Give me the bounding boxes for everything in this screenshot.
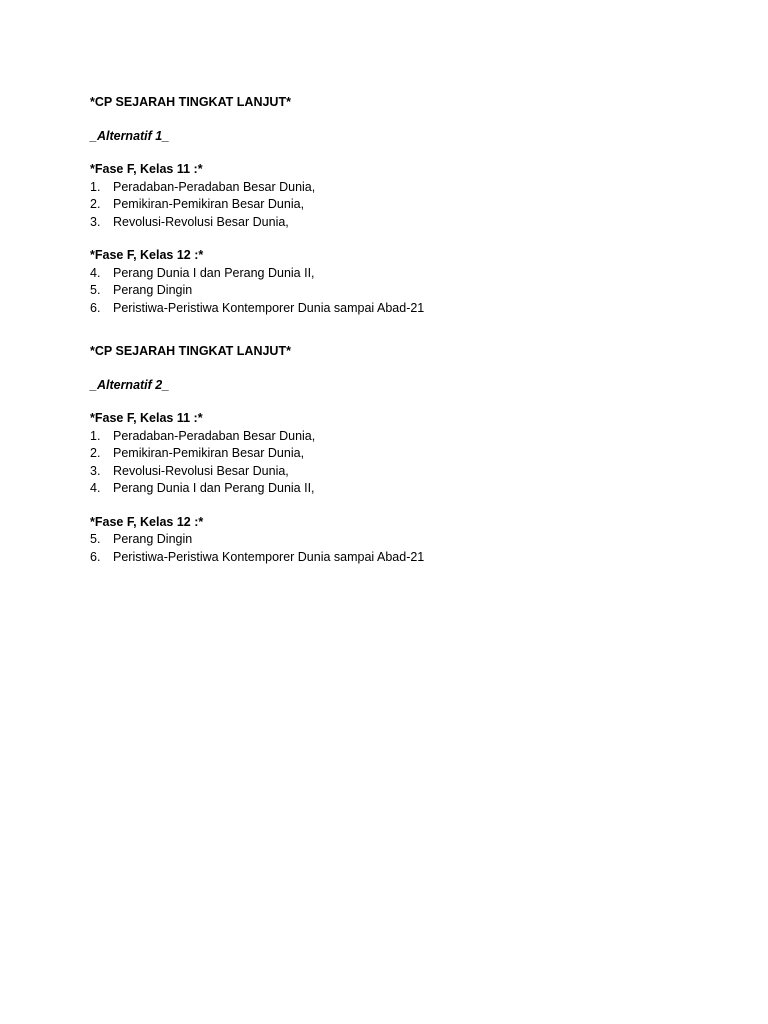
list-number: 2.	[90, 446, 101, 460]
list-text: Peradaban-Peradaban Besar Dunia,	[113, 428, 316, 443]
section-title: *CP SEJARAH TINGKAT LANJUT*	[90, 95, 291, 109]
list-number: 3.	[90, 463, 101, 478]
list-item	[90, 480, 690, 498]
phase-heading: *Fase F, Kelas 12 :*	[90, 514, 204, 529]
list-text: Pemikiran-Pemikiran Besar Dunia,	[113, 197, 305, 211]
phase-list	[90, 265, 690, 318]
alternative-label: _Alternatif 1_	[90, 128, 170, 143]
list-number: 1.	[90, 428, 101, 443]
list-item	[90, 549, 690, 567]
list-text: Revolusi-Revolusi Besar Dunia,	[113, 214, 289, 229]
list-item	[90, 196, 690, 214]
list-item	[90, 531, 690, 549]
list-number: 5.	[90, 532, 101, 546]
list-text: Peristiwa-Peristiwa Kontemporer Dunia sampai Abad-21	[113, 300, 425, 315]
section-spacer	[90, 317, 690, 343]
section-alternative-1	[90, 94, 690, 317]
list-text: Perang Dunia I dan Perang Dunia II,	[113, 481, 315, 495]
list-text: Perang Dingin	[113, 532, 193, 546]
list-text: Pemikiran-Pemikiran Besar Dunia,	[113, 446, 305, 460]
section-title: *CP SEJARAH TINGKAT LANJUT*	[90, 344, 291, 358]
phase-list	[90, 179, 690, 232]
list-number: 1.	[90, 179, 101, 194]
list-text: Perang Dunia I dan Perang Dunia II,	[113, 265, 315, 280]
list-item	[90, 428, 690, 446]
list-number: 6.	[90, 300, 101, 315]
list-number: 4.	[90, 265, 101, 280]
list-item	[90, 282, 690, 300]
document-content	[90, 94, 690, 566]
list-number: 4.	[90, 481, 101, 495]
list-number: 5.	[90, 283, 101, 297]
alternative-label: _Alternatif 2_	[90, 377, 170, 392]
list-item	[90, 445, 690, 463]
list-item	[90, 179, 690, 197]
phase-heading: *Fase F, Kelas 11 :*	[90, 411, 203, 425]
list-number: 6.	[90, 549, 101, 564]
list-text: Revolusi-Revolusi Besar Dunia,	[113, 463, 289, 478]
list-number: 3.	[90, 214, 101, 229]
section-alternative-2	[90, 343, 690, 566]
phase-list	[90, 428, 690, 498]
phase-heading: *Fase F, Kelas 12 :*	[90, 248, 204, 262]
list-text: Peristiwa-Peristiwa Kontemporer Dunia sampai Abad-21	[113, 549, 425, 564]
list-text: Perang Dingin	[113, 283, 193, 297]
list-number: 2.	[90, 197, 101, 211]
phase-heading: *Fase F, Kelas 11 :*	[90, 162, 203, 176]
phase-list	[90, 531, 690, 566]
list-item	[90, 265, 690, 283]
list-item	[90, 463, 690, 481]
list-item	[90, 300, 690, 318]
list-text: Peradaban-Peradaban Besar Dunia,	[113, 179, 316, 194]
list-item	[90, 214, 690, 232]
